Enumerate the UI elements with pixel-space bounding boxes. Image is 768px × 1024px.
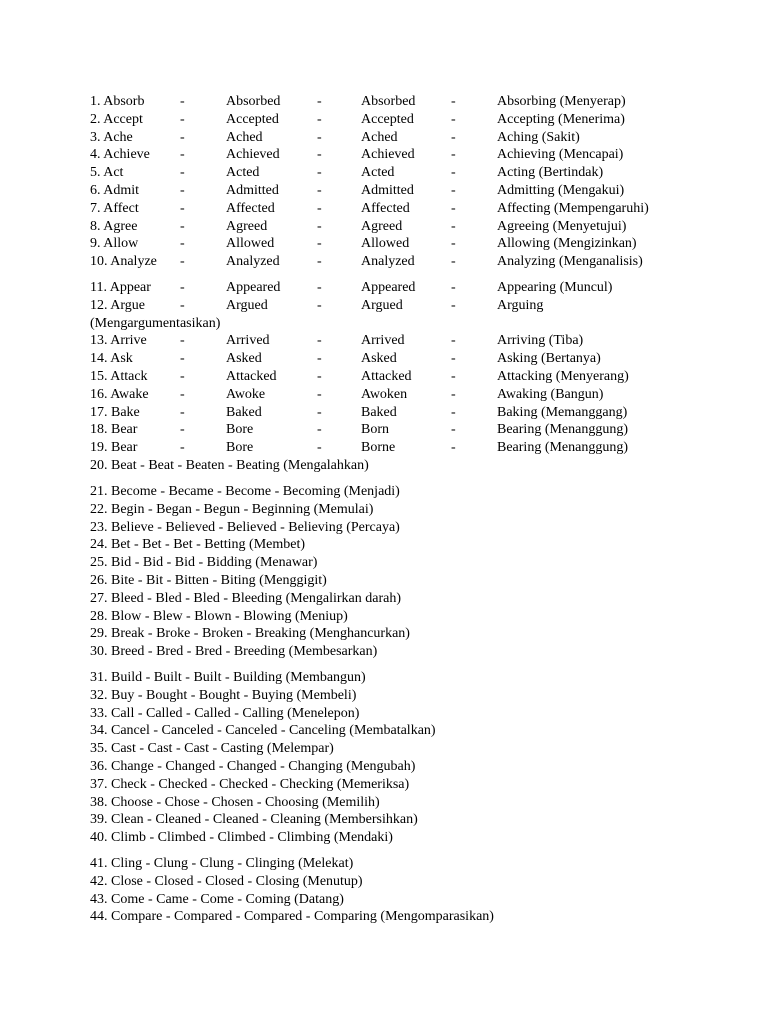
separator: -	[317, 368, 322, 384]
separator: -	[317, 422, 322, 438]
verb-ing: Asking (Bertanya)	[497, 351, 601, 367]
verb-line: 31. Build - Built - Built - Building (Membangun)	[90, 670, 366, 685]
verb-past-participle: Absorbed	[361, 94, 416, 109]
verb-ing: Analyzing (Menganalisis)	[497, 254, 643, 270]
separator: -	[180, 200, 185, 216]
verb-table-section-1	[90, 93, 750, 271]
separator: -	[317, 440, 322, 456]
separator: -	[180, 182, 185, 198]
verb-past: Accepted	[226, 111, 279, 127]
verb-ing: Accepting (Menerima)	[497, 111, 625, 127]
verb-ing: Bearing (Menanggung)	[497, 440, 629, 456]
verb-ing: Arriving (Tiba)	[497, 333, 584, 349]
verb-past: Allowed	[226, 236, 275, 252]
verb-past: Bore	[226, 422, 254, 438]
verb-line: 21. Become - Became - Become - Becoming (Menjadi)	[90, 484, 400, 499]
verb-ing: Affecting (Mempengaruhi)	[497, 200, 649, 216]
separator: -	[317, 129, 322, 145]
verb-ing: Allowing (Mengizinkan)	[497, 236, 637, 252]
separator: -	[451, 254, 456, 270]
verb-line: 22. Begin - Began - Begun - Beginning (Memulai)	[90, 501, 374, 517]
verb-list-section-3	[90, 483, 750, 661]
separator: -	[317, 165, 322, 181]
verb-line: 43. Come - Came - Come - Coming (Datang)	[90, 891, 344, 907]
verb-past: Awoke	[226, 386, 266, 402]
separator: -	[451, 368, 456, 384]
separator: -	[451, 386, 456, 402]
separator: -	[317, 200, 322, 216]
separator: -	[180, 351, 185, 367]
verb-ing: Appearing (Muncul)	[497, 280, 613, 295]
verb-past: Attacked	[226, 368, 277, 384]
verb-line: 37. Check - Checked - Checked - Checking (Memeriksa)	[90, 776, 410, 792]
separator: -	[317, 297, 322, 313]
verb-past-participle: Argued	[361, 297, 403, 313]
separator: -	[180, 147, 185, 163]
verb-base: 18. Bear	[90, 422, 138, 438]
verb-row	[90, 368, 750, 386]
verb-row	[90, 253, 750, 271]
separator: -	[180, 333, 185, 349]
verb-line: 28. Blow - Blew - Blown - Blowing (Meniup)	[90, 608, 348, 624]
verb-base: 17. Bake	[90, 404, 140, 420]
separator: -	[451, 422, 456, 438]
verb-past-participle: Asked	[361, 351, 397, 367]
separator: -	[317, 386, 322, 402]
separator: -	[451, 129, 456, 145]
verb-base: 10. Analyze	[90, 254, 157, 270]
verb-row	[90, 332, 750, 350]
verb-past-participle: Achieved	[361, 147, 415, 163]
verb-line: 30. Breed - Bred - Bred - Breeding (Membesarkan)	[90, 644, 378, 660]
verb-line: 26. Bite - Bit - Bitten - Biting (Menggigit)	[90, 572, 327, 588]
separator: -	[180, 440, 185, 456]
verb-row	[90, 421, 750, 439]
separator: -	[180, 280, 185, 295]
separator: -	[451, 165, 456, 181]
verb-ing: Absorbing (Menyerap)	[497, 94, 626, 109]
verb-ing: Arguing	[497, 297, 544, 313]
separator: -	[451, 404, 456, 420]
verb-row	[90, 182, 750, 200]
verb-base: 8. Agree	[90, 218, 138, 234]
separator: -	[180, 386, 185, 402]
separator: -	[180, 218, 185, 234]
verb-past: Affected	[226, 200, 275, 216]
separator: -	[451, 94, 456, 109]
verb-line: 33. Call - Called - Called - Calling (Menelepon)	[90, 705, 360, 721]
separator: -	[317, 236, 322, 252]
separator: -	[451, 218, 456, 234]
separator: -	[180, 368, 185, 384]
separator: -	[317, 147, 322, 163]
verb-base: 15. Attack	[90, 368, 148, 384]
verb-line: 29. Break - Broke - Broken - Breaking (Menghancurkan)	[90, 626, 410, 642]
verb-base: 1. Absorb	[90, 94, 145, 109]
verb-line: 39. Clean - Cleaned - Cleaned - Cleaning (Membersihkan)	[90, 812, 418, 828]
verb-line: 44. Compare - Compared - Compared - Comparing (Mengomparasikan)	[90, 909, 494, 925]
separator: -	[451, 147, 456, 163]
verb-base: 14. Ask	[90, 351, 133, 367]
verb-ing: Attacking (Menyerang)	[497, 368, 629, 384]
separator: -	[180, 111, 185, 127]
verb-base: 6. Admit	[90, 182, 140, 198]
separator: -	[317, 111, 322, 127]
separator: -	[180, 297, 185, 313]
verb-past-participle: Attacked	[361, 368, 412, 384]
separator: -	[451, 111, 456, 127]
verb-past: Admitted	[226, 182, 279, 198]
verb-line: 40. Climb - Climbed - Climbed - Climbing (Mendaki)	[90, 830, 393, 846]
verb-ing: Bearing (Menanggung)	[497, 422, 629, 438]
verb-row	[90, 200, 750, 218]
verb-past: Argued	[226, 297, 268, 313]
verb-list-section-4	[90, 669, 750, 847]
verb-past: Arrived	[226, 333, 270, 349]
separator: -	[180, 236, 185, 252]
separator: -	[317, 333, 322, 349]
verb-base: 3. Ache	[90, 129, 133, 145]
verb-ing: Agreeing (Menyetujui)	[497, 218, 627, 234]
verb-line: 23. Believe - Believed - Believed - Believing (Percaya)	[90, 519, 400, 535]
verb-line: 38. Choose - Chose - Chosen - Choosing (Memilih)	[90, 794, 380, 810]
verb-row	[90, 297, 750, 315]
verb-past: Appeared	[226, 280, 281, 295]
verb-line: 24. Bet - Bet - Bet - Betting (Membet)	[90, 537, 306, 553]
separator: -	[451, 351, 456, 367]
separator: -	[451, 280, 456, 295]
verb-past-participle: Acted	[361, 165, 395, 181]
verb-base: 13. Arrive	[90, 333, 147, 349]
verb-base: 9. Allow	[90, 236, 139, 252]
verb-row	[90, 111, 750, 129]
verb-row	[90, 386, 750, 404]
verb-row	[90, 164, 750, 182]
verb-ing: Acting (Bertindak)	[497, 165, 604, 181]
verb-past: Ached	[226, 129, 263, 145]
separator: -	[317, 218, 322, 234]
verb-line: 36. Change - Changed - Changed - Changing (Mengubah)	[90, 758, 416, 774]
verb-past-participle: Agreed	[361, 218, 403, 234]
separator: -	[317, 280, 322, 295]
verb-base: 11. Appear	[90, 280, 151, 295]
verb-past-participle: Born	[361, 422, 389, 438]
separator: -	[451, 182, 456, 198]
verb-past: Absorbed	[226, 94, 281, 109]
verb-row	[90, 93, 750, 111]
separator: -	[451, 236, 456, 252]
verb-past-participle: Borne	[361, 440, 396, 456]
verb-line: 41. Cling - Clung - Clung - Clinging (Melekat)	[90, 856, 354, 871]
verb-line: 34. Cancel - Canceled - Canceled - Canceling (Membatalkan)	[90, 723, 436, 739]
verb-past-participle: Awoken	[361, 386, 408, 402]
verb-base: 2. Accept	[90, 111, 143, 127]
separator: -	[451, 440, 456, 456]
verb-past: Baked	[226, 404, 262, 420]
verb-ing: Achieving (Mencapai)	[497, 147, 624, 163]
verb-ing: Awaking (Bangun)	[497, 386, 604, 402]
separator: -	[317, 182, 322, 198]
separator: -	[317, 404, 322, 420]
verb-past-participle: Analyzed	[361, 254, 415, 270]
verb-past: Bore	[226, 440, 254, 456]
separator: -	[180, 129, 185, 145]
separator: -	[180, 404, 185, 420]
verb-base: 7. Affect	[90, 200, 139, 216]
verb-row-wrap	[90, 315, 750, 333]
verb-list-section-5	[90, 855, 750, 926]
verb-row	[90, 404, 750, 422]
verb-row	[90, 129, 750, 147]
verb-ing: Aching (Sakit)	[497, 129, 580, 145]
verb-line: 25. Bid - Bid - Bid - Bidding (Menawar)	[90, 555, 318, 571]
verb-past-participle: Appeared	[361, 280, 416, 295]
verb-base: 12. Argue	[90, 297, 145, 313]
verb-ing: Baking (Memanggang)	[497, 404, 628, 420]
verb-row	[90, 279, 750, 297]
verb-past: Analyzed	[226, 254, 280, 270]
verb-past: Agreed	[226, 218, 268, 234]
separator: -	[451, 333, 456, 349]
verb-line: 42. Close - Closed - Closed - Closing (Menutup)	[90, 873, 363, 889]
verb-past: Acted	[226, 165, 260, 181]
verb-row	[90, 146, 750, 164]
verb-base: 16. Awake	[90, 386, 149, 402]
separator: -	[180, 165, 185, 181]
verb-base: 4. Achieve	[90, 147, 150, 163]
verb-row	[90, 235, 750, 253]
verb-past-participle: Accepted	[361, 111, 414, 127]
verb-base: 19. Bear	[90, 440, 138, 456]
verb-line: 35. Cast - Cast - Cast - Casting (Melempar)	[90, 741, 334, 757]
separator: -	[317, 351, 322, 367]
separator: -	[180, 422, 185, 438]
verb-ing-continued: (Mengargumentasikan)	[90, 315, 221, 331]
separator: -	[317, 94, 322, 109]
verb-table-section-2	[90, 279, 750, 475]
verb-line: 27. Bleed - Bled - Bled - Bleeding (Mengalirkan darah)	[90, 590, 402, 606]
separator: -	[317, 254, 322, 270]
separator: -	[180, 94, 185, 109]
verb-base: 5. Act	[90, 165, 124, 181]
verb-ing: Admitting (Mengakui)	[497, 182, 625, 198]
verb-line: 32. Buy - Bought - Bought - Buying (Membeli)	[90, 687, 357, 703]
separator: -	[451, 200, 456, 216]
verb-line: 20. Beat - Beat - Beaten - Beating (Mengalahkan)	[90, 457, 369, 473]
verb-past: Achieved	[226, 147, 280, 163]
verb-past: Asked	[226, 351, 262, 367]
separator: -	[180, 254, 185, 270]
verb-past-participle: Affected	[361, 200, 410, 216]
verb-past-participle: Ached	[361, 129, 398, 145]
verb-row	[90, 350, 750, 368]
verb-past-participle: Baked	[361, 404, 397, 420]
verb-past-participle: Arrived	[361, 333, 405, 349]
verb-row	[90, 218, 750, 236]
verb-row	[90, 439, 750, 457]
verb-past-participle: Allowed	[361, 236, 410, 252]
separator: -	[451, 297, 456, 313]
verb-past-participle: Admitted	[361, 182, 414, 198]
